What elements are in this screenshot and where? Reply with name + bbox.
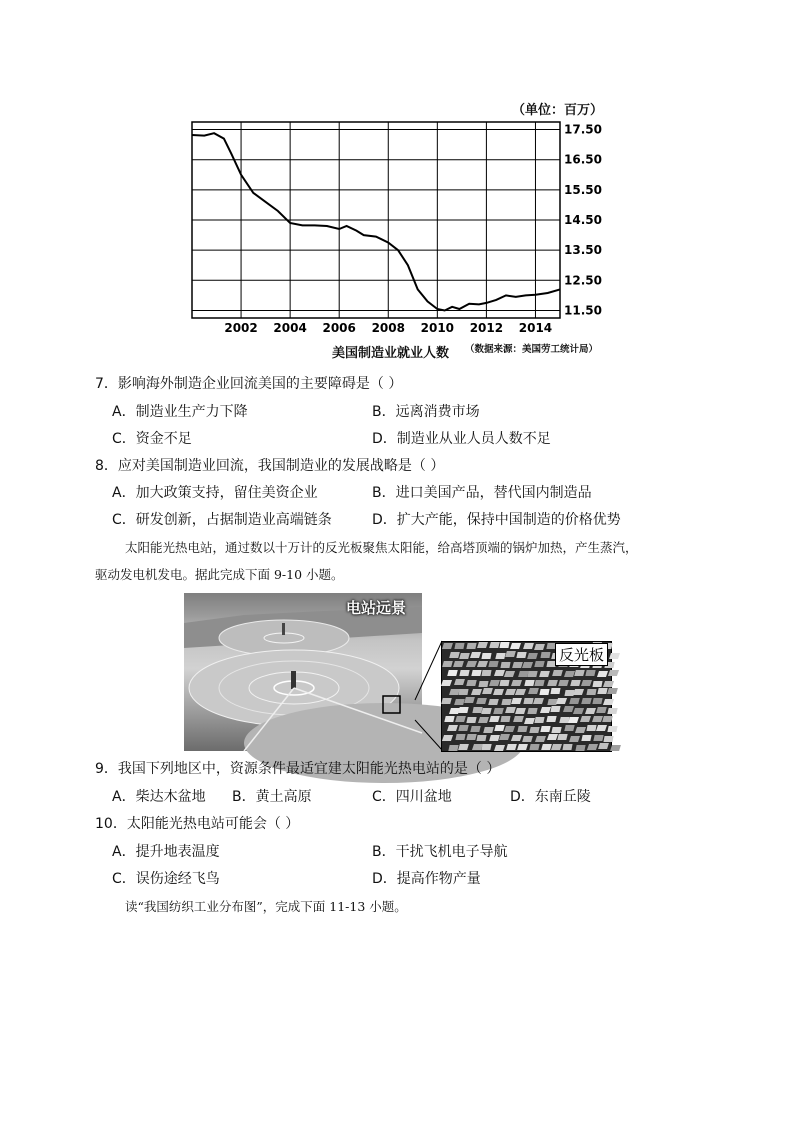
q9-option-a: A．柴达木盆地 xyxy=(112,789,206,805)
reflector-panel xyxy=(454,643,464,649)
chart-unit-label: （单位：百万） xyxy=(512,103,604,118)
reflector-panel xyxy=(455,716,466,722)
reflector-panel xyxy=(568,717,579,723)
reflector-panel xyxy=(444,716,454,722)
reflector-panel xyxy=(459,653,470,659)
reflector-panel xyxy=(535,736,546,742)
reflector-panel xyxy=(489,716,500,722)
reflector-panel xyxy=(598,743,609,749)
q10-option-a: A．提升地表温度 xyxy=(112,844,220,860)
x-tick-label: 2006 xyxy=(322,321,356,335)
reflector-panel xyxy=(470,652,481,658)
reflector-panel xyxy=(529,727,539,733)
reflector-panel xyxy=(482,688,493,694)
reflector-panel xyxy=(476,735,486,741)
reflector-panel xyxy=(534,680,544,686)
chart-source: （数据来源：美国劳工统计局） xyxy=(465,344,599,355)
reflector-panel xyxy=(510,643,521,649)
chart-caption: 美国制造业就业人数 xyxy=(332,346,450,361)
reflector-panel xyxy=(481,670,491,676)
reflector-panel xyxy=(608,670,619,676)
solar-plant-photo xyxy=(184,593,422,751)
q8-option-a: A．加大政策支持，留住美资企业 xyxy=(112,485,318,501)
x-tick-label: 2002 xyxy=(224,321,258,335)
intro-solar-line1: 太阳能光热电站，通过数以十万计的反光板聚焦太阳能，给高塔顶端的锅炉加热，产生蒸汽， xyxy=(125,540,638,555)
x-tick-label: 2014 xyxy=(518,321,553,335)
reflector-panel xyxy=(573,708,584,714)
reflector-panel xyxy=(494,745,505,751)
photo-title: 电站远景 xyxy=(345,599,406,617)
reflector-panel xyxy=(528,688,539,694)
y-tick-label: 11.50 xyxy=(564,303,602,318)
reflector-panel xyxy=(458,689,468,695)
reflector-panel xyxy=(534,661,544,667)
reflector-panel xyxy=(563,744,573,750)
reflector-panel xyxy=(454,679,465,685)
reflector-panel xyxy=(523,643,534,649)
reflector-panel xyxy=(540,689,550,695)
reflector-panel xyxy=(540,726,550,732)
reflector-panel xyxy=(515,708,526,714)
reflector-panel xyxy=(609,653,620,659)
reflector-panel xyxy=(459,707,469,713)
reflector-panel xyxy=(479,681,489,687)
q10-option-b: B．干扰飞机电子导航 xyxy=(372,844,508,860)
q7-option-c: C．资金不足 xyxy=(112,431,192,447)
reflector-panel xyxy=(481,708,492,714)
reflector-panel xyxy=(547,680,558,686)
reflector-panel xyxy=(593,735,603,741)
reflector-panel xyxy=(596,707,607,713)
reflector-panel xyxy=(477,661,488,667)
reflector-panel xyxy=(522,736,533,742)
reflector-panel xyxy=(482,653,492,659)
reflector-panel xyxy=(500,716,510,722)
reflector-panel xyxy=(540,707,551,713)
reflector-panel xyxy=(515,689,526,695)
reflector-panel xyxy=(533,698,544,704)
reflector-panel xyxy=(460,670,470,676)
reflector-panel xyxy=(556,698,567,704)
reflector-panel xyxy=(448,745,458,751)
reflector-panel xyxy=(505,707,516,713)
reflector-panel xyxy=(495,653,505,659)
reflector-panel xyxy=(534,644,545,650)
reflector-panel xyxy=(449,652,460,658)
reflector-panel xyxy=(603,699,614,705)
reflector-panel xyxy=(493,708,504,714)
q8-option-d: D．扩大产能，保持中国制造的价格优势 xyxy=(372,512,621,528)
y-tick-label: 16.50 xyxy=(564,152,602,167)
reflector-panel xyxy=(592,681,602,687)
zoom-label: 反光板 xyxy=(555,643,608,666)
reflector-panel xyxy=(569,698,580,704)
reflector-panel xyxy=(517,726,527,732)
reflector-panel xyxy=(466,643,476,649)
reflector-panel xyxy=(442,735,453,741)
reflector-panel xyxy=(540,652,550,658)
reflector-panel xyxy=(527,671,537,677)
reflector-panel xyxy=(483,727,494,733)
reflector-panel xyxy=(572,689,583,695)
reflector-panel xyxy=(500,662,510,668)
q10-option-d: D．提高作物产量 xyxy=(372,871,481,887)
reflector-panel xyxy=(516,652,526,658)
reflector-panel xyxy=(607,688,618,694)
reflector-panel xyxy=(529,744,539,750)
reflector-panel xyxy=(441,680,452,686)
reflector-panel xyxy=(581,735,591,741)
reflector-panel xyxy=(489,661,499,667)
reflector-panel xyxy=(494,725,505,731)
reflector-panel xyxy=(466,661,477,667)
reflector-panel xyxy=(550,706,560,712)
q10-option-c: C．误伤途经飞鸟 xyxy=(112,871,220,887)
reflector-panel xyxy=(504,671,515,677)
q8-option-c: C．研发创新，占据制造业高端链条 xyxy=(112,512,332,528)
reflector-panel xyxy=(441,698,452,704)
reflector-panel xyxy=(481,744,491,750)
reflector-panel xyxy=(603,736,613,742)
reflector-panel xyxy=(581,680,592,686)
reflector-panel xyxy=(603,716,614,722)
reflector-panel xyxy=(489,642,500,648)
reflector-panel xyxy=(506,744,517,750)
reflector-panel xyxy=(458,744,469,750)
reflector-panel xyxy=(563,706,574,712)
q7-option-d: D．制造业从业人员人数不足 xyxy=(372,431,551,447)
reflector-panel xyxy=(551,727,561,733)
x-tick-label: 2012 xyxy=(469,321,504,335)
reflector-panel xyxy=(504,726,515,732)
reflector-panel xyxy=(527,653,538,659)
reflector-panel xyxy=(464,697,475,703)
reflector-panel xyxy=(513,716,524,722)
reflector-panel xyxy=(596,725,607,731)
x-tick-label: 2010 xyxy=(420,321,455,335)
reflector-panel xyxy=(569,736,580,742)
reflector-panel xyxy=(558,680,569,686)
reflector-panel xyxy=(443,661,454,667)
reflector-panel xyxy=(471,670,481,676)
reflector-panel xyxy=(466,717,476,723)
y-tick-label: 15.50 xyxy=(564,182,602,197)
y-tick-label: 14.50 xyxy=(564,213,602,227)
reflector-panel xyxy=(471,689,482,695)
reflector-panel xyxy=(592,716,603,722)
reflector-panel xyxy=(574,670,585,676)
reflector-panel xyxy=(447,725,458,731)
reflector-panel xyxy=(558,734,568,740)
reflector-panel xyxy=(499,642,509,648)
question-10: 10．太阳能光热电站可能会（ ） xyxy=(95,816,300,832)
reflector-panel xyxy=(597,671,608,677)
employment-line-chart xyxy=(185,118,602,335)
question-7: 7．影响海外制造企业回流美国的主要障碍是（ ） xyxy=(95,376,403,392)
reflector-panel xyxy=(499,734,510,740)
reflector-panel xyxy=(448,670,459,676)
reflector-panel xyxy=(585,670,595,676)
reflector-panel xyxy=(587,744,598,750)
q7-option-b: B．远离消费市场 xyxy=(372,404,480,420)
y-tick-label: 12.50 xyxy=(564,273,602,288)
reflector-closeup xyxy=(441,641,612,752)
q9-option-d: D．东南丘陵 xyxy=(510,789,591,805)
reflector-panel xyxy=(547,716,557,722)
question-9: 9．我国下列地区中，资源条件最适宜建太阳能光热电站的是（ ） xyxy=(95,761,501,777)
q9-option-b: B．黄土高原 xyxy=(232,789,312,805)
reflector-panel xyxy=(517,744,528,750)
reflector-panel xyxy=(603,681,614,687)
zoom-connector-lines xyxy=(400,640,445,752)
reflector-panel xyxy=(534,717,544,723)
reflector-panel xyxy=(552,670,563,676)
reflector-panel xyxy=(470,726,480,732)
reflector-panel xyxy=(550,688,560,694)
reflector-panel xyxy=(493,689,504,695)
q9-option-c: C．四川盆地 xyxy=(372,789,452,805)
question-8: 8．应对美国制造业回流，我国制造业的发展战略是（ ） xyxy=(95,458,445,474)
q7-option-a: A．制造业生产力下降 xyxy=(112,404,248,420)
x-tick-label: 2004 xyxy=(273,321,307,335)
y-tick-label: 13.50 xyxy=(564,243,602,258)
intro-solar-line2: 驱动发电机发电。据此完成下面 9-10 小题。 xyxy=(95,567,344,582)
reflector-panel xyxy=(466,734,476,740)
reflector-panel xyxy=(585,708,596,714)
reflector-panel xyxy=(478,642,489,648)
reflector-panel xyxy=(575,745,585,751)
reflector-panel xyxy=(458,725,469,731)
reflector-panel xyxy=(564,725,574,731)
reflector-panel xyxy=(499,680,509,686)
reflector-panel xyxy=(453,661,464,667)
intro-textile-line1: 读“我国纺织工业分布图”，完成下面 11-13 小题。 xyxy=(125,899,407,914)
x-tick-label: 2008 xyxy=(371,321,405,335)
reflector-panel xyxy=(528,708,538,714)
reflector-panel xyxy=(592,698,602,704)
reflector-panel xyxy=(466,680,476,686)
reflector-panel xyxy=(551,744,562,750)
reflector-panel xyxy=(511,680,522,686)
reflector-panel xyxy=(478,717,489,723)
reflector-panel xyxy=(505,651,516,657)
reflector-panel xyxy=(586,689,596,695)
reflector-panel xyxy=(522,662,533,668)
reflector-panel xyxy=(443,643,454,649)
reflector-panel xyxy=(610,745,621,751)
reflector-panel xyxy=(455,734,465,740)
reflector-panel xyxy=(488,699,499,705)
reflector-panel xyxy=(575,727,586,733)
reflector-panel xyxy=(581,698,592,704)
reflector-panel xyxy=(539,671,550,677)
reflector-panel xyxy=(489,735,500,741)
reflector-panel xyxy=(476,698,487,704)
reflector-panel xyxy=(511,735,522,741)
reflector-panel xyxy=(607,708,617,714)
q8-option-b: B．进口美国产品，替代国内制造品 xyxy=(372,485,592,501)
reflector-panel xyxy=(570,680,581,686)
y-tick-label: 17.50 xyxy=(564,122,602,137)
reflector-panel xyxy=(580,716,591,722)
reflector-panel xyxy=(608,726,618,732)
reflector-panel xyxy=(511,698,522,704)
